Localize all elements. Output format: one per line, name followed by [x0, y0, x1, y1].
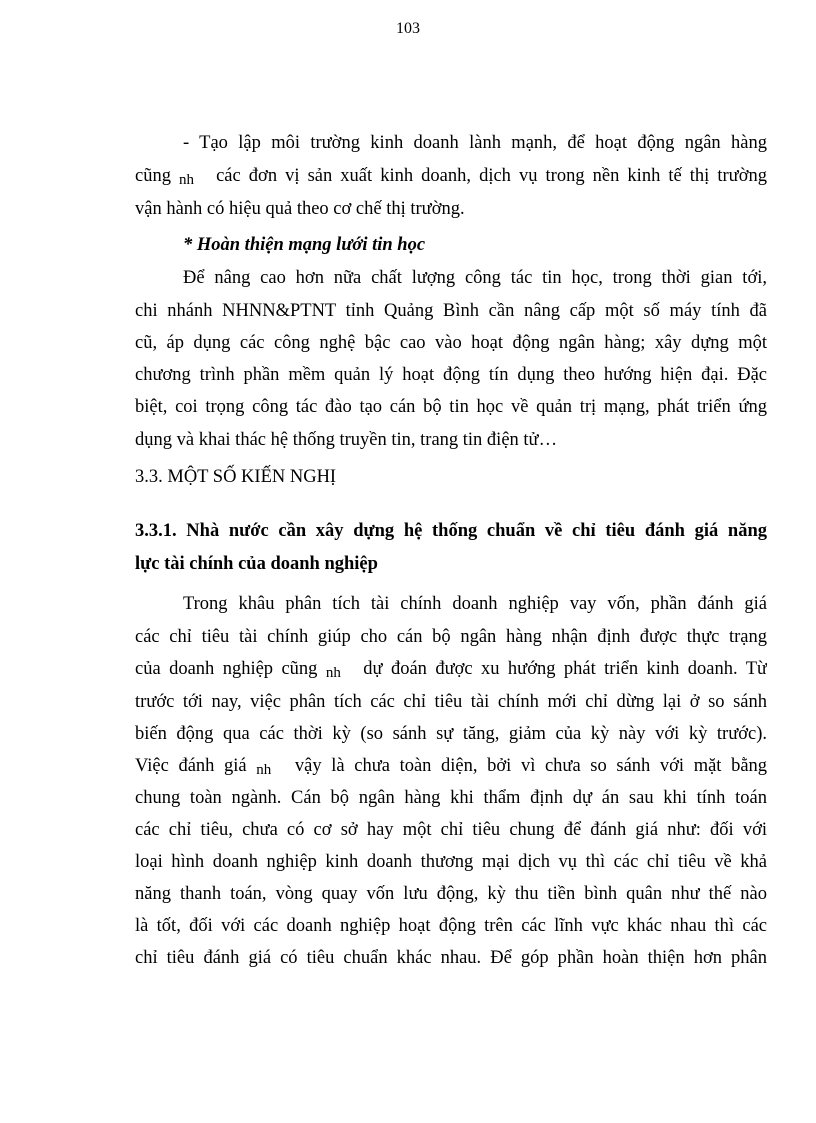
text-segment: các chỉ tiêu, chưa có cơ sở hay một chỉ tiêu chung để đánh giá như: đối với: [135, 820, 767, 840]
text-line: [135, 465, 767, 489]
text-segment: cũng: [135, 166, 171, 186]
text-segment: dự đoán được xu hướng phát triển kinh doanh. Từ: [363, 659, 767, 679]
text-line: [135, 625, 767, 649]
text-segment: là tốt, đối với các doanh nghiệp hoạt động trên các lĩnh vực khác nhau thì các: [135, 916, 767, 936]
text-line: [135, 395, 767, 419]
text-line: [135, 164, 767, 188]
text-line: [135, 690, 767, 714]
text-segment: - Tạo lập môi trường kinh doanh lành mạnh, để hoạt động ngân hàng: [183, 133, 767, 153]
text-line: [135, 428, 767, 452]
text-segment: cũ, áp dụng các công nghệ bậc cao vào hoạt động ngân hàng; xây dựng một: [135, 333, 767, 353]
text-line: [135, 331, 767, 355]
text-line: [135, 592, 767, 616]
text-segment: loại hình doanh nghiệp kinh doanh thương mại dịch vụ thì các chỉ tiêu về khả: [135, 852, 767, 872]
text-segment: của doanh nghiệp cũng: [135, 659, 318, 679]
text-line: [135, 266, 767, 290]
text-line: [135, 754, 767, 778]
text-line: [135, 131, 767, 155]
text-segment: * Hoàn thiện mạng lưới tin học: [183, 235, 426, 255]
heading-line: [135, 552, 767, 576]
text-segment: vận hành có hiệu quả theo cơ chế thị trường.: [135, 199, 465, 219]
text-segment: Để nâng cao hơn nữa chất lượng công tác tin học, trong thời gian tới,: [183, 268, 767, 288]
text-segment: trước tới nay, việc phân tích các chỉ tiêu tài chính mới chỉ dừng lại ở so sánh: [135, 692, 767, 712]
text-segment: chi nhánh NHNN&PTNT tỉnh Quảng Bình cần nâng cấp một số máy tính đã: [135, 301, 767, 321]
text-line: [135, 818, 767, 842]
text-line: [135, 657, 767, 681]
text-segment: các chỉ tiêu tài chính giúp cho cán bộ ngân hàng nhận định được thực trạng: [135, 627, 767, 647]
text-line: [135, 914, 767, 938]
text-segment: năng thanh toán, vòng quay vốn lưu động, kỳ thu tiền bình quân như thế nào: [135, 884, 767, 904]
text-segment: chỉ tiêu đánh giá có tiêu chuẩn khác nhau. Để góp phần hoàn thiện hơn phân: [135, 948, 767, 968]
text-segment: dụng và khai thác hệ thống truyền tin, trang tin điện tử…: [135, 430, 558, 450]
text-segment: 3.3. MỘT SỐ KIẾN NGHỊ: [135, 467, 337, 487]
text-segment: biệt, coi trọng công tác đào tạo cán bộ tin học về quản trị mạng, phát triển ứng: [135, 397, 767, 417]
truncated-word: nh: [179, 172, 195, 188]
heading-line: [135, 233, 767, 257]
page-number: 103: [396, 20, 420, 37]
text-segment: các đơn vị sản xuất kinh doanh, dịch vụ trong nền kinh tế thị trường: [216, 166, 767, 186]
text-segment: chung toàn ngành. Cán bộ ngân hàng khi thẩm định dự án sau khi tính toán: [135, 788, 767, 808]
text-segment: Trong khâu phân tích tài chính doanh nghiệp vay vốn, phần đánh giá: [183, 594, 767, 614]
heading-line: [135, 519, 767, 543]
text-segment: lực tài chính của doanh nghiệp: [135, 554, 378, 574]
text-line: [135, 786, 767, 810]
text-line: [135, 946, 767, 970]
text-segment: vậy là chưa toàn diện, bởi vì chưa so sánh với mặt bằng: [294, 756, 767, 776]
text-segment: 3.3.1. Nhà nước cần xây dựng hệ thống chuẩn về chỉ tiêu đánh giá năng: [135, 521, 767, 541]
truncated-word: nh: [325, 665, 341, 681]
text-line: [135, 197, 767, 221]
text-line: [135, 299, 767, 323]
text-line: [135, 363, 767, 387]
text-line: [135, 882, 767, 906]
truncated-word: nh: [256, 762, 272, 778]
text-line: [135, 722, 767, 746]
text-segment: biến động qua các thời kỳ (so sánh sự tăng, giảm của kỳ này với kỳ trước).: [135, 724, 767, 744]
text-segment: Việc đánh giá: [135, 756, 247, 776]
text-segment: chương trình phần mềm quản lý hoạt động tín dụng theo hướng hiện đại. Đặc: [135, 365, 767, 385]
text-line: [135, 850, 767, 874]
